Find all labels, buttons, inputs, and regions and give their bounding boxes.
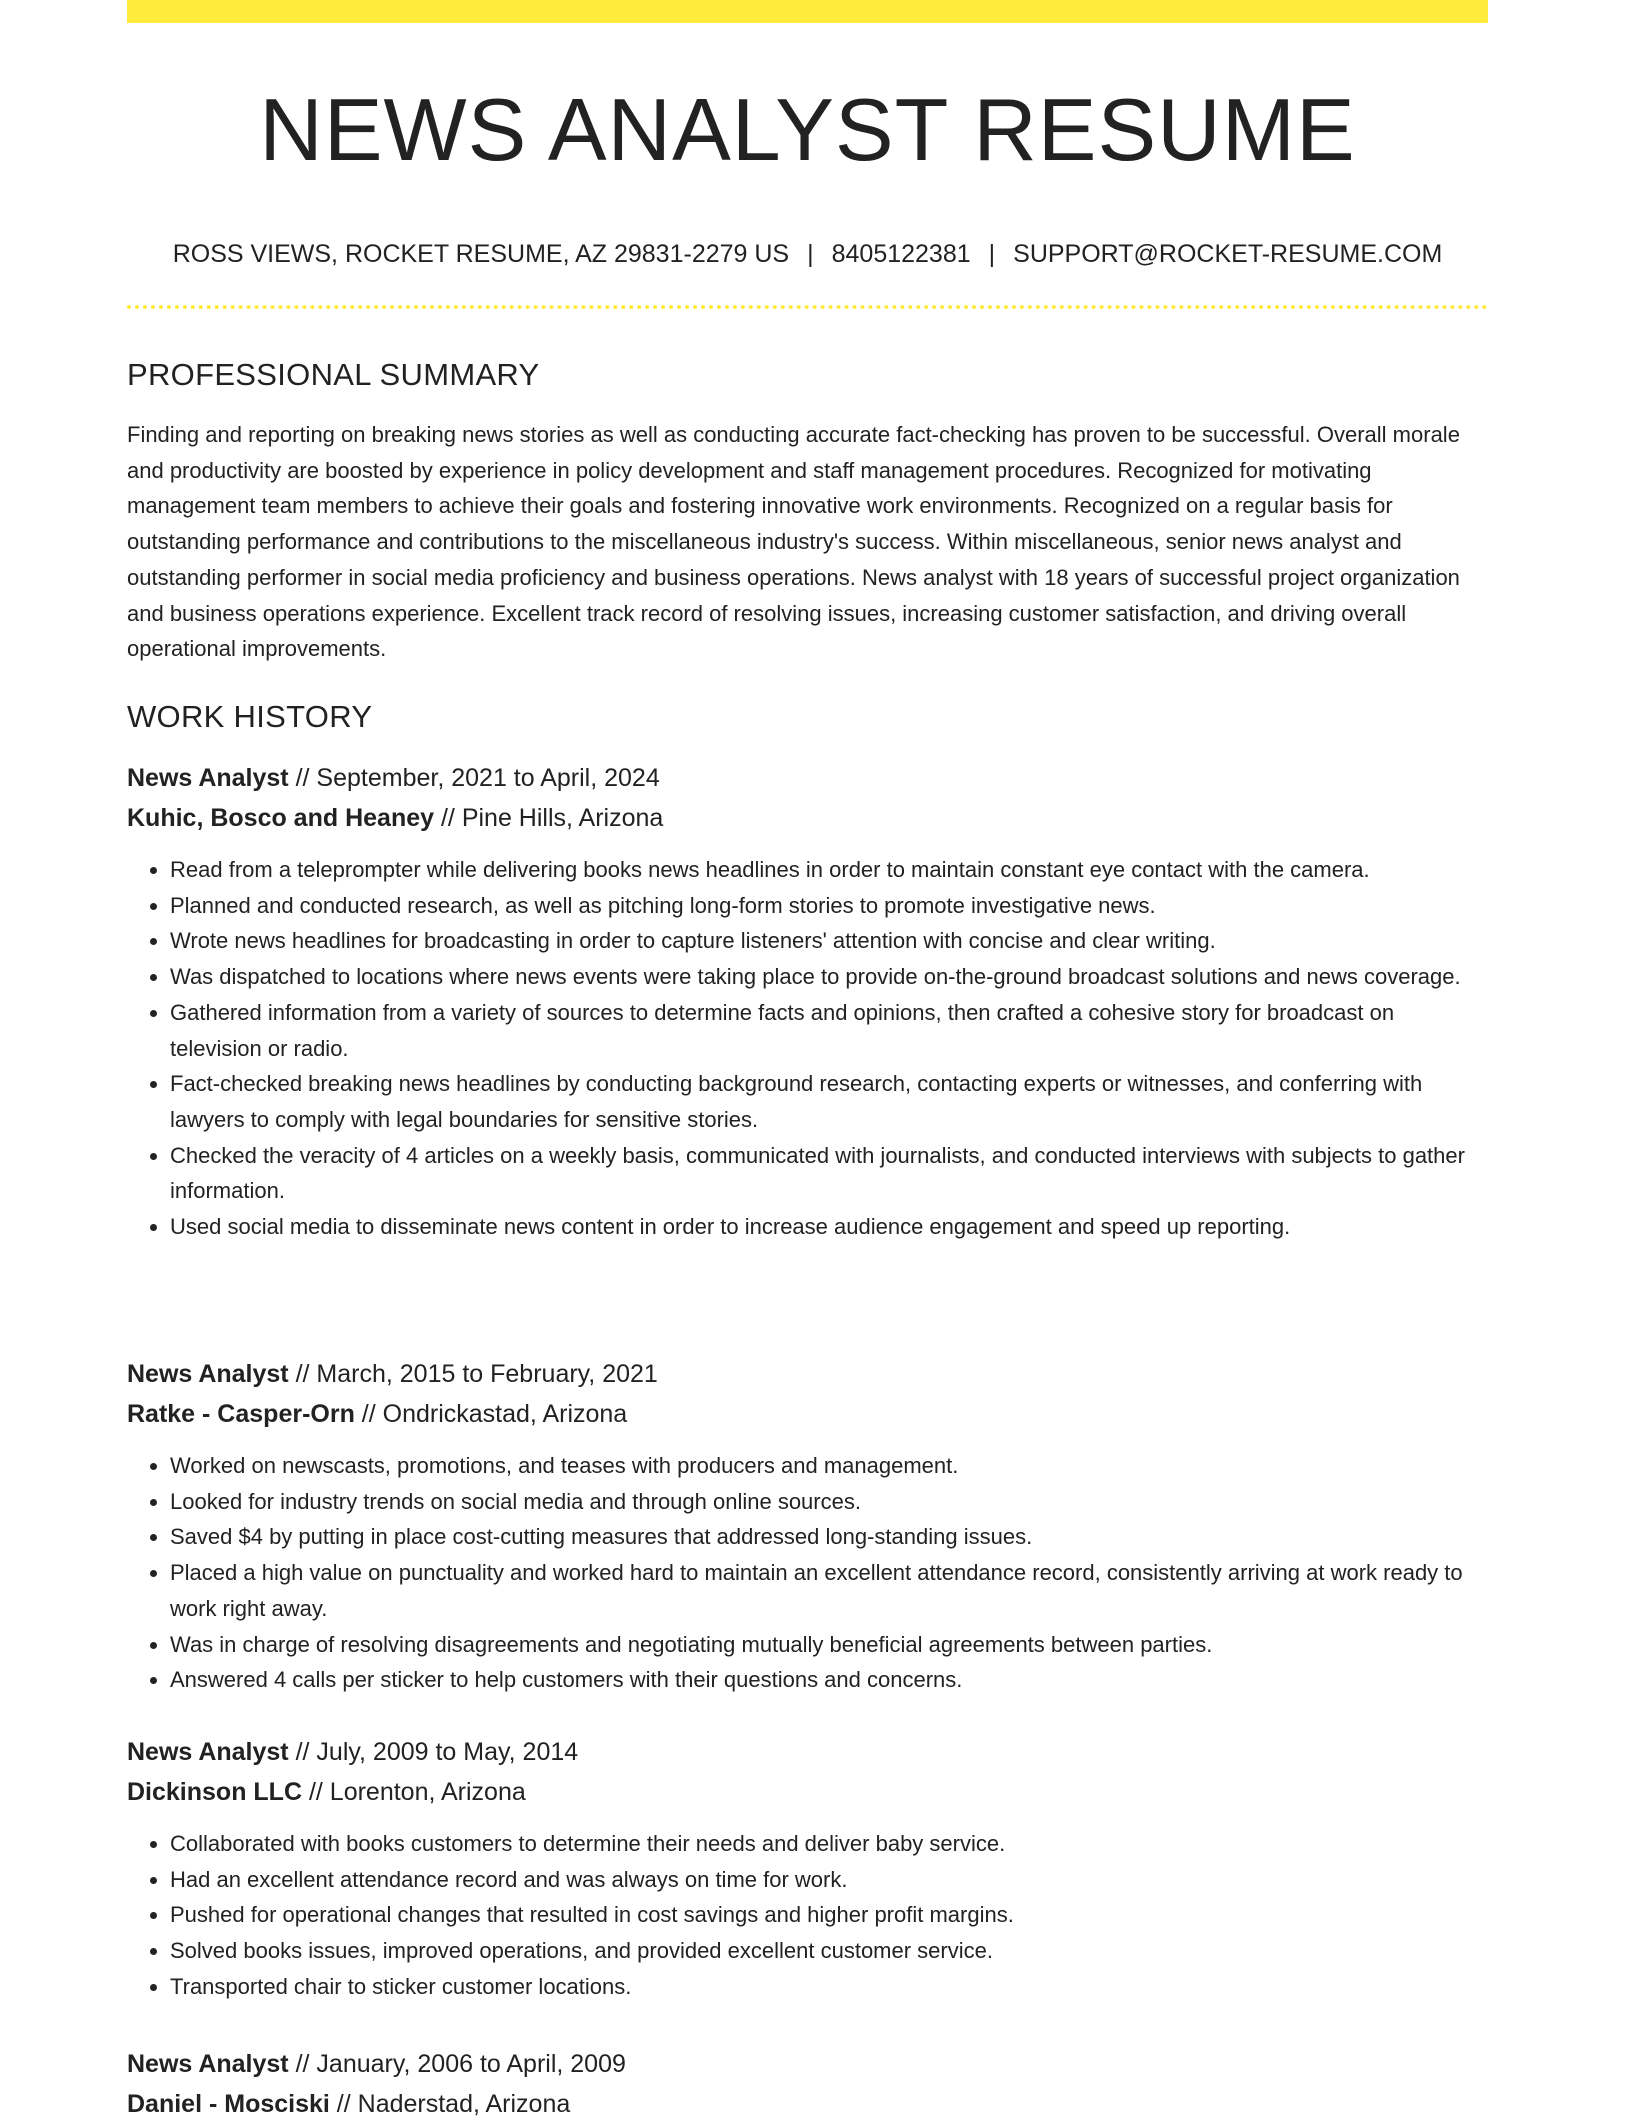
- job-duty: • Wrote news headlines for broadcasting in order to capture listeners' attention with concise and clear writing.: [170, 923, 1488, 959]
- job-duty: • Collaborated with books customers to determine their needs and deliver baby service.: [170, 1826, 1488, 1862]
- job-title-line: [127, 2045, 1488, 2085]
- job-entry: [127, 759, 1488, 1245]
- header-divider: [127, 305, 1488, 309]
- contact-email: SUPPORT@ROCKET-RESUME.COM: [1013, 240, 1442, 268]
- contact-info: [127, 236, 1488, 272]
- resume-page: [127, 0, 1488, 2112]
- job-dates: // September, 2021 to April, 2024: [289, 764, 660, 792]
- job-duties-list: [127, 1826, 1488, 2005]
- job-company: Dickinson LLC: [127, 1778, 302, 1806]
- job-duty: • Had an excellent attendance record and was always on time for work.: [170, 1862, 1488, 1898]
- contact-phone: 8405122381: [832, 240, 971, 268]
- job-title: News Analyst: [127, 2050, 289, 2078]
- job-company-line: [127, 1395, 1488, 1435]
- job-duty: • Answered 4 calls per sticker to help customers with their questions and concerns.: [170, 1662, 1488, 1698]
- job-company: Kuhic, Bosco and Heaney: [127, 804, 434, 832]
- job-entry: [127, 1733, 1488, 2005]
- contact-separator: |: [789, 236, 832, 272]
- job-title: News Analyst: [127, 1738, 289, 1766]
- job-duty: • Solved books issues, improved operations, and provided excellent customer service.: [170, 1933, 1488, 1969]
- job-company: Ratke - Casper-Orn: [127, 1400, 355, 1428]
- job-dates: // July, 2009 to May, 2014: [289, 1738, 579, 1766]
- job-title: News Analyst: [127, 764, 289, 792]
- job-duty: • Used social media to disseminate news content in order to increase audience engagement and speed up reporting.: [170, 1209, 1488, 1245]
- job-duty: • Worked on newscasts, promotions, and teases with producers and management.: [170, 1448, 1488, 1484]
- job-title: News Analyst: [127, 1360, 289, 1388]
- job-company: Daniel - Mosciski: [127, 2090, 330, 2118]
- job-entry: [127, 2045, 1488, 2124]
- job-company-line: [127, 2085, 1488, 2124]
- job-duty: • Checked the veracity of 4 articles on a weekly basis, communicated with journalists, and conducted interviews with subjects to gather information.: [170, 1138, 1488, 1209]
- job-company-line: [127, 799, 1488, 839]
- section-heading-work-history: WORK HISTORY: [127, 697, 372, 737]
- job-duty: • Saved $4 by putting in place cost-cutting measures that addressed long-standing issues.: [170, 1519, 1488, 1555]
- job-dates: // March, 2015 to February, 2021: [289, 1360, 658, 1388]
- job-location: // Naderstad, Arizona: [330, 2090, 570, 2118]
- job-duty: • Planned and conducted research, as well as pitching long-form stories to promote investigative news.: [170, 888, 1488, 924]
- job-duty: • Placed a high value on punctuality and worked hard to maintain an excellent attendance record, consistently arriving at work ready to work right away.: [170, 1555, 1488, 1626]
- top-accent-bar: [127, 0, 1488, 23]
- job-title-line: [127, 1733, 1488, 1773]
- resume-title: NEWS ANALYST RESUME: [127, 76, 1488, 184]
- job-duty: • Fact-checked breaking news headlines by conducting background research, contacting experts or witnesses, and conferring with lawyers to comply with legal boundaries for sensitive stories.: [170, 1066, 1488, 1137]
- job-entry: [127, 1355, 1488, 1698]
- job-dates: // January, 2006 to April, 2009: [289, 2050, 626, 2078]
- job-duty: • Pushed for operational changes that resulted in cost savings and higher profit margins.: [170, 1897, 1488, 1933]
- job-duty: • Transported chair to sticker customer locations.: [170, 1969, 1488, 2005]
- job-location: // Ondrickastad, Arizona: [355, 1400, 627, 1428]
- contact-address: ROSS VIEWS, ROCKET RESUME, AZ 29831-2279 US: [173, 240, 789, 268]
- job-company-line: [127, 1773, 1488, 1813]
- job-duties-list: [127, 852, 1488, 1245]
- job-duty: • Read from a teleprompter while delivering books news headlines in order to maintain constant eye contact with the camera.: [170, 852, 1488, 888]
- job-duty: • Was in charge of resolving disagreements and negotiating mutually beneficial agreements between parties.: [170, 1627, 1488, 1663]
- job-title-line: [127, 1355, 1488, 1395]
- summary-text: Finding and reporting on breaking news stories as well as conducting accurate fact-checking has proven to be successful. Overall morale and productivity are boosted by experience in policy development and staff management procedures. Recognized for motivating management team members to achieve their goals and fostering innovative work environments. Recognized on a regular basis for outstanding performance and contributions to the miscellaneous industry's success. Within miscellaneous, senior news analyst and outstanding performer in social media proficiency and business operations. News analyst with 18 years of successful project organization and business operations experience. Excellent track record of resolving issues, increasing customer satisfaction, and driving overall operational improvements.: [127, 417, 1488, 667]
- job-duty: • Looked for industry trends on social media and through online sources.: [170, 1484, 1488, 1520]
- job-location: // Lorenton, Arizona: [302, 1778, 526, 1806]
- contact-separator: |: [971, 236, 1014, 272]
- job-duties-list: [127, 1448, 1488, 1698]
- section-heading-summary: PROFESSIONAL SUMMARY: [127, 355, 540, 395]
- job-duty: • Gathered information from a variety of sources to determine facts and opinions, then crafted a cohesive story for broadcast on television or radio.: [170, 995, 1488, 1066]
- job-location: // Pine Hills, Arizona: [434, 804, 663, 832]
- job-title-line: [127, 759, 1488, 799]
- job-duty: • Was dispatched to locations where news events were taking place to provide on-the-ground broadcast solutions and news coverage.: [170, 959, 1488, 995]
